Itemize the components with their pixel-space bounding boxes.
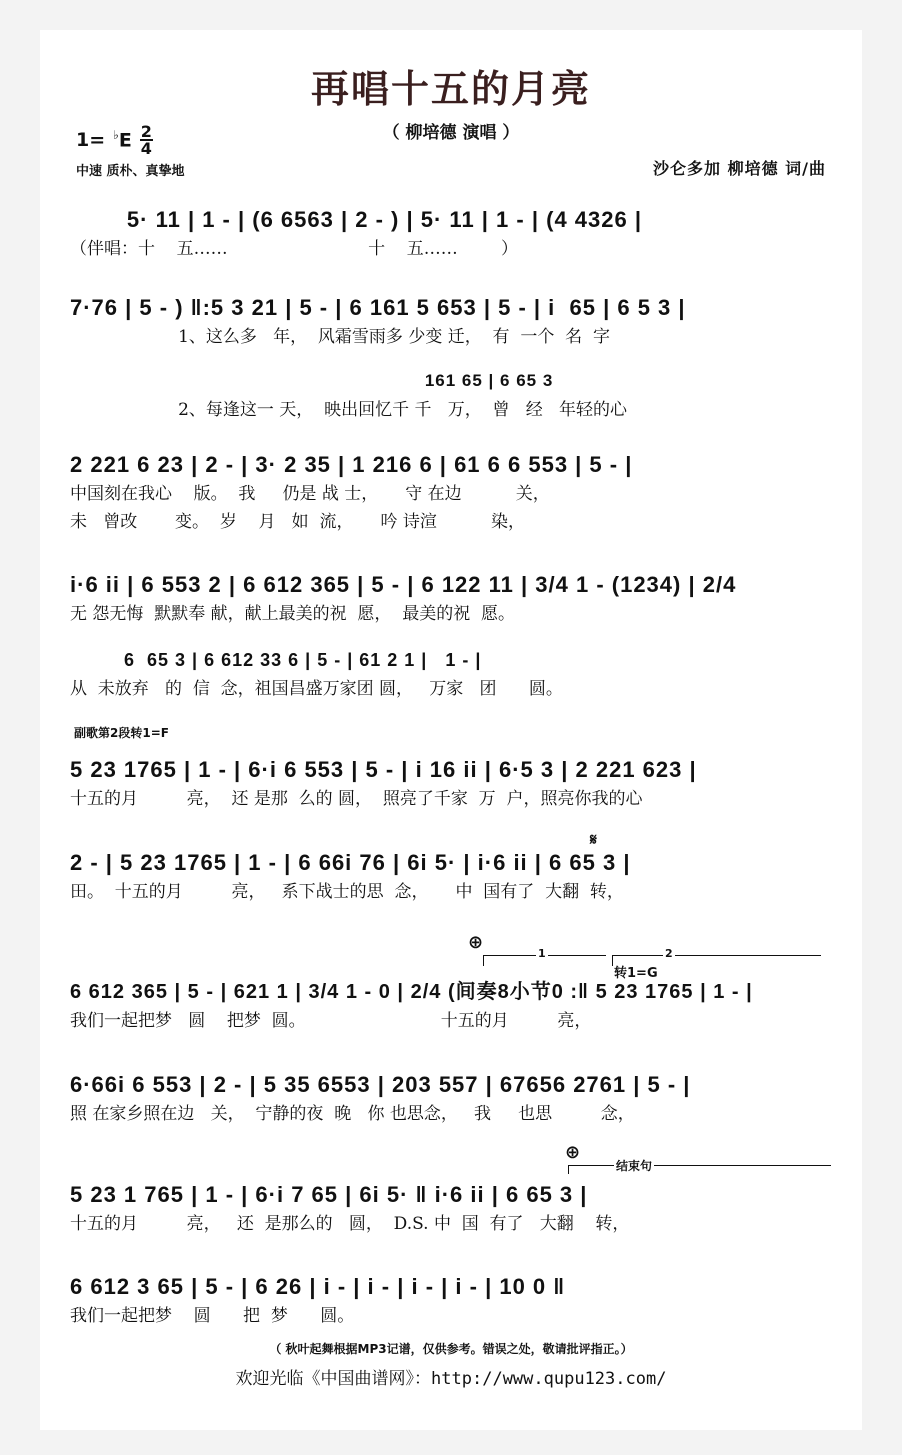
site-credit-link[interactable]: 欢迎光临《中国曲谱网》：http://www.qupu123.com/ [235, 1369, 667, 1389]
notation-line: 2 221 6 23 | 2 - | 3· 2 35 | 1 216 6 | 61 6 6 553 | 5 - | [70, 452, 633, 477]
notation-line: 7·76 | 5 - ) ‖:5 3 21 | 5 - | 6 161 5 653 | 5 - | i 65 | 6 5 3 | [70, 295, 686, 320]
lyrics-line: 我们一起把梦 圆 把 梦 圆。 [70, 1306, 355, 1326]
notation-line: 161 65 | 6 65 3 [70, 371, 554, 390]
time-signature: $\frac{2}{4}$ [140, 122, 152, 158]
lyrics-line: 中国刻在我心 版。 我 仍是 战 士， 守 在边 关， [70, 484, 550, 504]
lyrics-line: 1、这么多 年， 风霜雪雨多 少变 迁， 有 一个 名 字 [70, 327, 610, 347]
score-system-1 [70, 205, 840, 263]
flat-icon: ♭ [113, 128, 119, 143]
lyrics-line: 2、每逢这一 天， 映出回忆千 千 万， 曾 经 年轻的心 [70, 400, 627, 420]
notation-line: 6 612 3 65 | 5 - | 6 26 | i - | i - | i - | i - | 10 0 ‖ [70, 1274, 566, 1299]
score-system-6 [70, 645, 840, 703]
lyrics-line: 田。 十五的月 亮， 系下战士的思 念， 中 国有了 大翻 转， [70, 882, 624, 902]
notation-line: 2 - | 5 23 1765 | 1 - | 6 66i 76 | 6i 5· | i·6 ii | 6 65 3 | [70, 850, 631, 875]
score-system-10 [70, 1070, 840, 1128]
segno-icon: 𝄋 [590, 830, 597, 849]
score-system-3 [70, 366, 840, 424]
score-system-2 [70, 293, 840, 351]
lyrics-line: 照 在家乡照在边 关， 宁静的夜 晚 你 也思念， 我 也思 念， [70, 1104, 635, 1124]
ending-phrase-bracket: 结束句 [568, 1165, 831, 1174]
notation-line: 6·66i 6 553 | 2 - | 5 35 6553 | 203 557 | 67656 2761 | 5 - | [70, 1072, 691, 1097]
song-title: 再唱十五的月亮 [310, 67, 591, 111]
performer-credit: （ 柳培德 演唱 ） [382, 123, 520, 143]
score-system-12 [70, 1272, 840, 1330]
score-system-8 [70, 848, 840, 906]
lyrics-line: （伴唱：十 五…… 十 五…… ） [70, 239, 518, 259]
lyrics-line: 我们一起把梦 圆 把梦 圆。 十五的月 亮， [70, 1011, 592, 1031]
notation-line: 6 612 365 | 5 - | 621 1 | 3/4 1 - 0 | 2/4 (间奏8小节0 :‖ 5 23 1765 | 1 - | [70, 981, 753, 1003]
transcriber-note: （ 秋叶起舞根据MP3记谱，仅供参考。错误之处，敬请批评指正。） [269, 1342, 633, 1356]
notation-line: 5· 11 | 1 - | (6 6563 | 2 - ) | 5· 11 | 1 - | (4 4326 | [70, 207, 642, 232]
notation-line: 5 23 1765 | 1 - | 6·i 6 553 | 5 - | i 16 ii | 6·5 3 | 2 221 623 | [70, 757, 697, 782]
volta-bracket-1: 1 [483, 955, 606, 966]
coda-icon: ⊕ [468, 932, 484, 953]
score-system-5 [70, 570, 840, 628]
modulation-g-label: 转1=G [614, 966, 658, 981]
key-signature [76, 124, 153, 156]
score-system-11 [70, 1180, 840, 1238]
tempo-marking: 中速 质朴、真挚地 [76, 164, 185, 179]
score-system-4 [70, 450, 840, 536]
lyrics-line: 十五的月 亮， 还 是那 么的 圆， 照亮了千家 万 户，照亮你我的心 [70, 789, 643, 809]
coda-icon: ⊕ [565, 1142, 581, 1163]
notation-line: 5 23 1 765 | 1 - | 6·i 7 65 | 6i 5· ‖ i·6 ii | 6 65 3 | [70, 1182, 588, 1207]
volta-bracket-2: 2 [612, 955, 821, 966]
lyrics-line: 从 未放弃 的 信 念，祖国昌盛万家团 圆， 万家 团 圆。 [70, 679, 563, 699]
lyrics-line: 未 曾改 变。 岁 月 如 流， 吟 诗渲 染， [70, 512, 525, 532]
key-note: E [118, 129, 132, 152]
score-system-9 [70, 977, 840, 1035]
lyrics-line: 无 怨无悔 默默奉 献，献上最美的祝 愿， 最美的祝 愿。 [70, 604, 516, 624]
score-system-7 [70, 755, 840, 813]
notation-line: i·6 ii | 6 553 2 | 6 612 365 | 5 - | 6 122 11 | 3/4 1 - (1234) | 2/4 [70, 572, 737, 597]
composer-credit: 沙仑多加 柳培德 词/曲 [653, 159, 826, 178]
chorus-modulation-label: 副歌第2段转1=F [74, 726, 169, 740]
key-prefix: 1= [76, 129, 106, 151]
lyrics-line: 十五的月 亮， 还 是那么的 圆， D.S. 中 国 有了 大翻 转， [70, 1214, 630, 1234]
notation-line: 6 65 3 | 6 612 33 6 | 5 - | 61 2 1 | 1 - | [70, 650, 482, 670]
